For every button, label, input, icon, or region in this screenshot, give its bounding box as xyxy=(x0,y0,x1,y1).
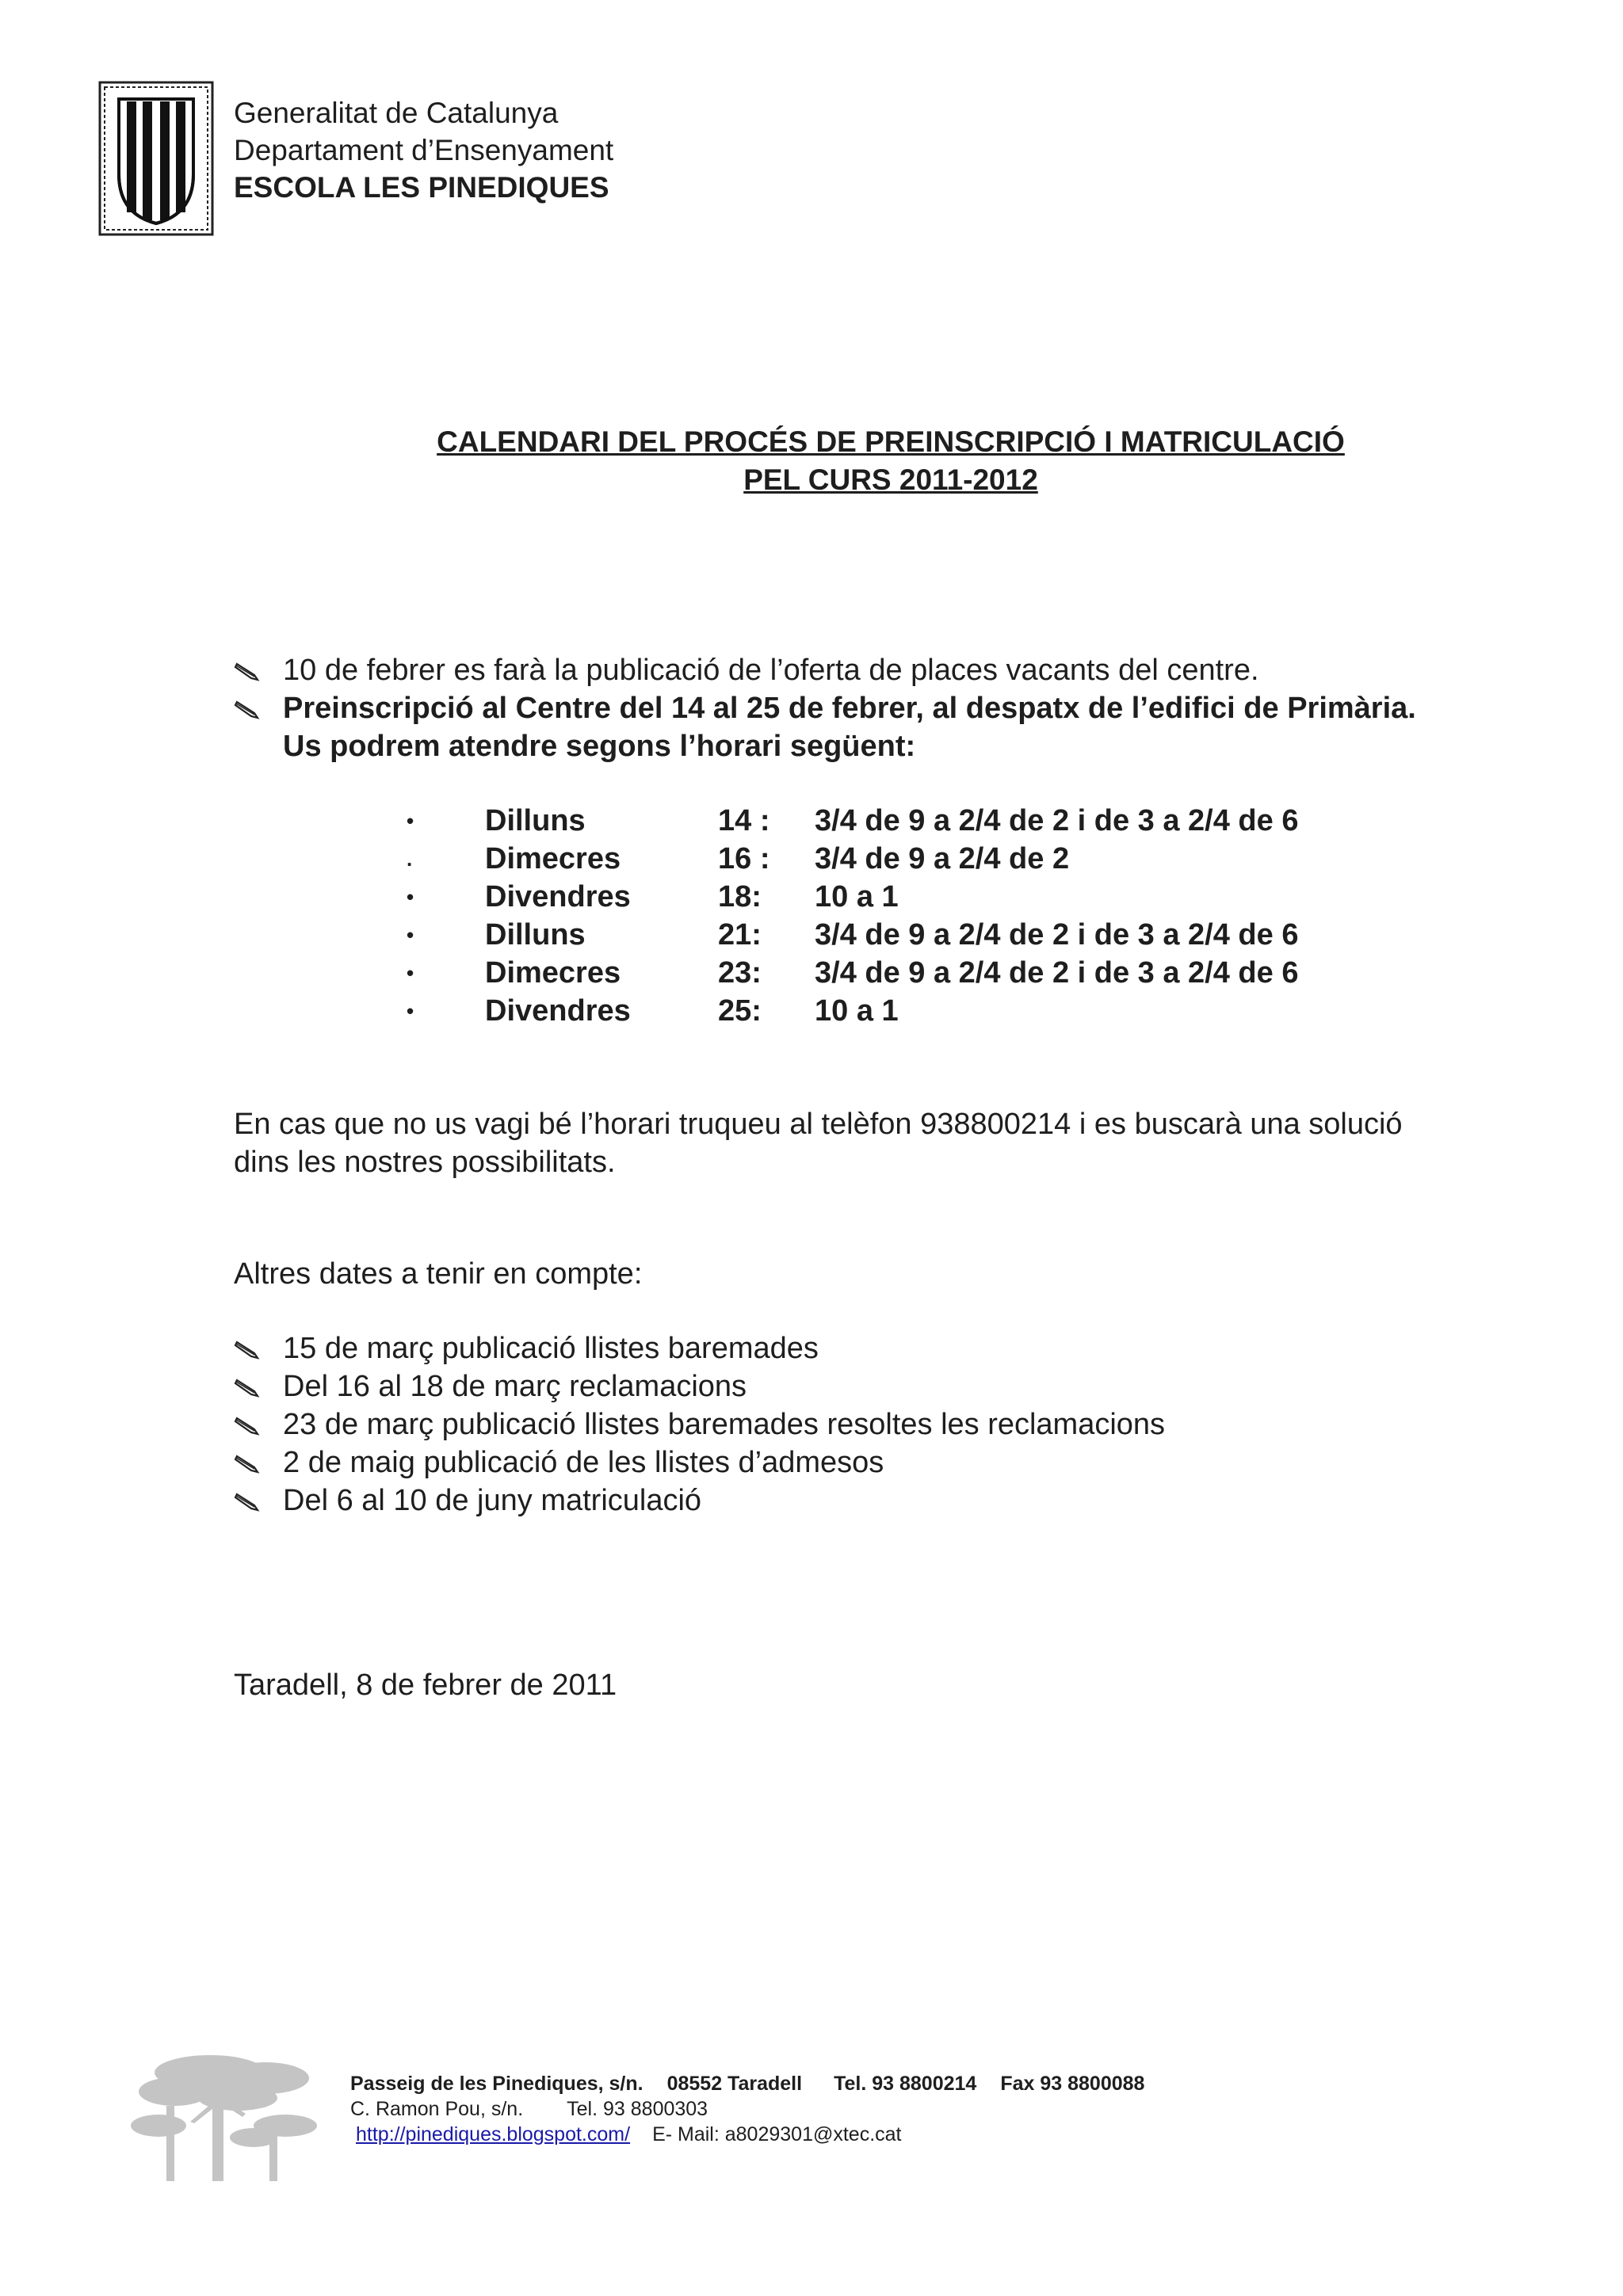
footer-line1 xyxy=(350,2072,1144,2096)
tree-logo-icon xyxy=(127,2050,325,2185)
schedule-row xyxy=(0,840,1623,878)
schedule-day: Divendres xyxy=(485,994,631,1028)
pencil-icon xyxy=(234,1489,262,1512)
school-name: ESCOLA LES PINEDIQUES xyxy=(234,171,609,204)
footer-line2 xyxy=(350,2097,708,2122)
pencil-icon xyxy=(234,1337,262,1360)
other-dates-heading: Altres dates a tenir en compte: xyxy=(234,1257,643,1291)
pencil-icon xyxy=(234,659,262,681)
schedule-day: Dilluns xyxy=(485,918,586,952)
schedule-date: 18: xyxy=(718,880,762,913)
pencil-icon xyxy=(234,1375,262,1398)
intro-item-vacancies: 10 de febrer es farà la publicació de l’oferta de places vacants del centre. xyxy=(283,654,1259,687)
schedule-hours: 3/4 de 9 a 2/4 de 2 xyxy=(815,842,1070,875)
schedule-date: 16 : xyxy=(718,842,770,875)
schedule-bullet: • xyxy=(407,999,414,1023)
schedule-day: Dilluns xyxy=(485,804,586,837)
list-item: Del 6 al 10 de juny matriculació xyxy=(283,1484,702,1517)
schedule-day: Divendres xyxy=(485,880,631,913)
footer-tel2: Tel. 93 8800303 xyxy=(567,2098,708,2120)
schedule-bullet: • xyxy=(407,885,414,909)
org-line-department: Departament d’Ensenyament xyxy=(234,134,614,166)
org-line-generalitat: Generalitat de Catalunya xyxy=(234,97,559,129)
phone-note-line2: dins les nostres possibilitats. xyxy=(234,1146,616,1179)
schedule-hours: 3/4 de 9 a 2/4 de 2 i de 3 a 2/4 de 6 xyxy=(815,918,1299,952)
list-item: 15 de març publicació llistes baremades xyxy=(283,1332,819,1365)
schedule-date: 21: xyxy=(718,918,762,952)
generalitat-emblem-icon xyxy=(97,79,216,238)
phone-note-line1: En cas que no us vagi bé l’horari truqueu al telèfon 938800214 i es buscarà una solució xyxy=(234,1108,1403,1141)
schedule-hours: 10 a 1 xyxy=(815,880,899,913)
schedule-row xyxy=(0,992,1623,1030)
pencil-icon xyxy=(234,1451,262,1474)
list-item: Del 16 al 18 de març reclamacions xyxy=(283,1370,747,1403)
schedule-date: 23: xyxy=(718,956,762,990)
schedule-bullet: • xyxy=(407,923,414,947)
pencil-icon xyxy=(234,1413,262,1436)
footer-fax: Fax 93 8800088 xyxy=(1000,2073,1145,2095)
intro-item-preinscription-continuation: Us podrem atendre segons l’horari següent: xyxy=(283,730,916,763)
footer-line3 xyxy=(356,2122,902,2147)
schedule-bullet: • xyxy=(407,961,414,985)
website-link[interactable]: http://pinediques.blogspot.com/ xyxy=(356,2123,631,2145)
schedule-row xyxy=(0,878,1623,916)
document-title-line2: PEL CURS 2011-2012 xyxy=(743,463,1038,496)
schedule-row xyxy=(0,916,1623,954)
schedule-hours: 3/4 de 9 a 2/4 de 2 i de 3 a 2/4 de 6 xyxy=(815,956,1299,990)
schedule-bullet: . xyxy=(407,847,413,871)
list-item: 23 de març publicació llistes baremades resoltes les reclamacions xyxy=(283,1408,1166,1441)
schedule-row xyxy=(0,802,1623,840)
footer-address2: C. Ramon Pou, s/n. xyxy=(350,2098,524,2120)
footer-address: Passeig de les Pinediques, s/n. xyxy=(350,2073,643,2095)
schedule-date: 25: xyxy=(718,994,762,1028)
place-date-line: Taradell, 8 de febrer de 2011 xyxy=(234,1669,617,1702)
intro-item-preinscription: Preinscripció al Centre del 14 al 25 de febrer, al despatx de l’edifici de Primària. xyxy=(283,692,1416,725)
document-title-line1: CALENDARI DEL PROCÉS DE PREINSCRIPCIÓ I MATRICULACIÓ xyxy=(437,425,1345,458)
schedule-hours: 3/4 de 9 a 2/4 de 2 i de 3 a 2/4 de 6 xyxy=(815,804,1299,837)
list-item: 2 de maig publicació de les llistes d’admesos xyxy=(283,1446,884,1479)
schedule-hours: 10 a 1 xyxy=(815,994,899,1028)
footer-tel: Tel. 93 8800214 xyxy=(834,2073,977,2095)
schedule-bullet: • xyxy=(407,809,414,833)
schedule-date: 14 : xyxy=(718,804,770,837)
pencil-icon xyxy=(234,697,262,719)
schedule-row xyxy=(0,954,1623,992)
footer-email: E- Mail: a8029301@xtec.cat xyxy=(652,2123,902,2145)
schedule-day: Dimecres xyxy=(485,956,621,990)
footer-postcode: 08552 Taradell xyxy=(666,2073,803,2095)
schedule-day: Dimecres xyxy=(485,842,621,875)
